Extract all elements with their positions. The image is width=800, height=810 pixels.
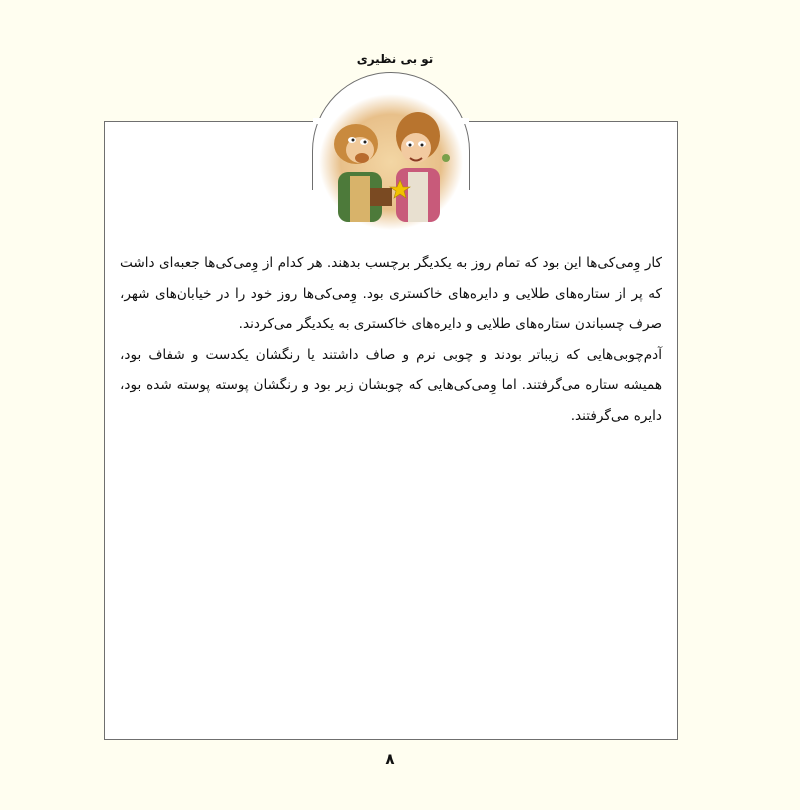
paragraph: آدم‌چوبی‌هایی که زیباتر بودند و چوبی نرم و صاف داشتند یا رنگشان یکدست و شفاف بود، همیشه ستاره می‌گرفتند. اما وِمی‌کی‌هایی که چوبشان زبر بود و رنگشان پوسته پوسته شده بود، دایره می‌گرفتند. <box>120 346 662 424</box>
story-text <box>120 248 662 431</box>
paragraph: کار وِمی‌کی‌ها این بود که تمام روز به یکدیگر برچسب بدهند. هر کدام از وِمی‌کی‌ها جعبه‌ای داشت که پر از ستاره‌های طلایی و دایره‌های خاکستری بود. وِمی‌کی‌ها روز خود را در خیابان‌های شهر، صرف چسباندن ستاره‌های طلایی و دایره‌های خاکستری به یکدیگر می‌کردند. <box>120 255 662 332</box>
wemmick-illustration <box>318 92 464 232</box>
book-title: تو بی نظیری <box>356 52 434 66</box>
page-number: ۸ <box>385 750 395 768</box>
